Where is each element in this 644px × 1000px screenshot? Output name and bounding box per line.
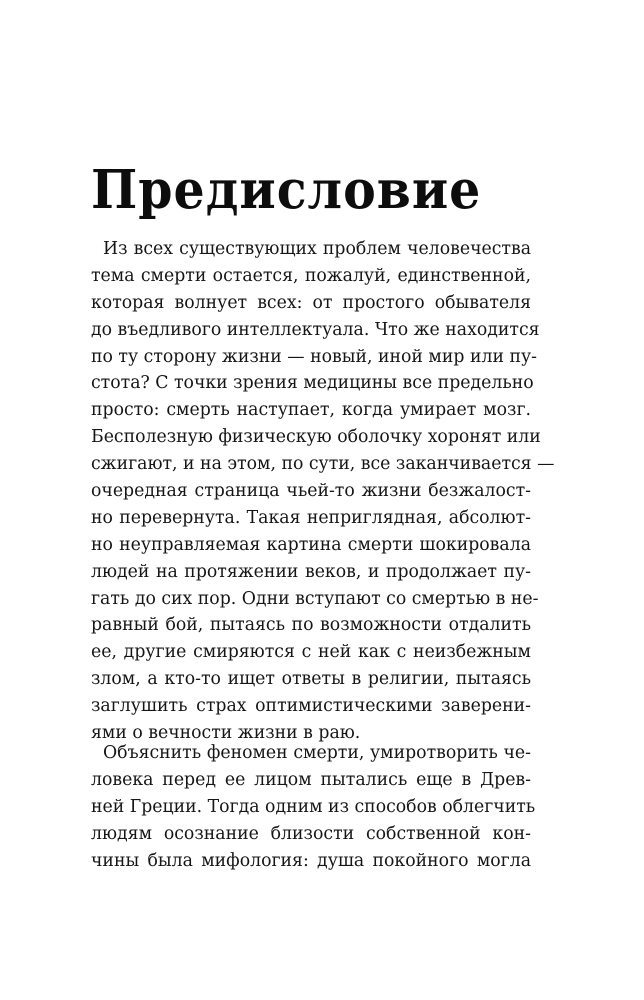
- text-line: людей на протяжении веков, и продолжает пу-: [91, 561, 531, 582]
- text-line: но перевернута. Такая неприглядная, абсолют-: [91, 507, 531, 528]
- text-line: злом, а кто-то ищет ответы в религии, пытаясь: [91, 669, 531, 690]
- text-line: Бесполезную физическую оболочку хоронят или: [91, 427, 541, 448]
- text-line: сжигают, и на этом, по сути, все заканчивается —: [91, 454, 555, 475]
- text-line: очередная страница чьей-то жизни безжалост-: [91, 481, 531, 502]
- text-line: но неуправляемая картина смерти шокировала: [91, 534, 531, 555]
- text-line: чины была мифология: душа покойного могла: [91, 850, 531, 871]
- text-line: стота? С точки зрения медицины все предельно: [91, 373, 534, 394]
- text-line: просто: смерть наступает, когда умирает мозг.: [91, 400, 531, 421]
- text-line: равный бой, пытаясь по возможности отдалить: [91, 615, 531, 636]
- text-line: людям осознание близости собственной кон-: [91, 823, 531, 844]
- text-line: ней Греции. Тогда одним из способов облегчить: [91, 796, 536, 817]
- text-line: Объяснить феномен смерти, умиротворить че-: [103, 743, 531, 763]
- text-line: до въедливого интеллектуала. Что же находится: [91, 319, 540, 340]
- paragraph-2: [91, 740, 536, 874]
- chapter-title: Предисловие: [91, 158, 482, 222]
- text-line: ее, другие смиряются с ней как с неизбежным: [91, 642, 531, 663]
- text-line: заглушить страх оптимистическими заверени-: [91, 696, 531, 717]
- text-line: которая волнует всех: от простого обывателя: [91, 292, 531, 313]
- text-line: ловека перед ее лицом пытались еще в Древ-: [91, 769, 531, 790]
- paragraph-1: [91, 236, 555, 747]
- text-line: Из всех существующих проблем человечества: [103, 239, 531, 259]
- text-line: ями о вечности жизни в раю.: [91, 723, 361, 744]
- text-line: по ту сторону жизни — новый, иной мир или пу-: [91, 346, 537, 367]
- text-line: тема смерти остается, пожалуй, единственной,: [91, 265, 531, 286]
- text-line: гать до сих пор. Одни вступают со смертью в не-: [91, 588, 539, 609]
